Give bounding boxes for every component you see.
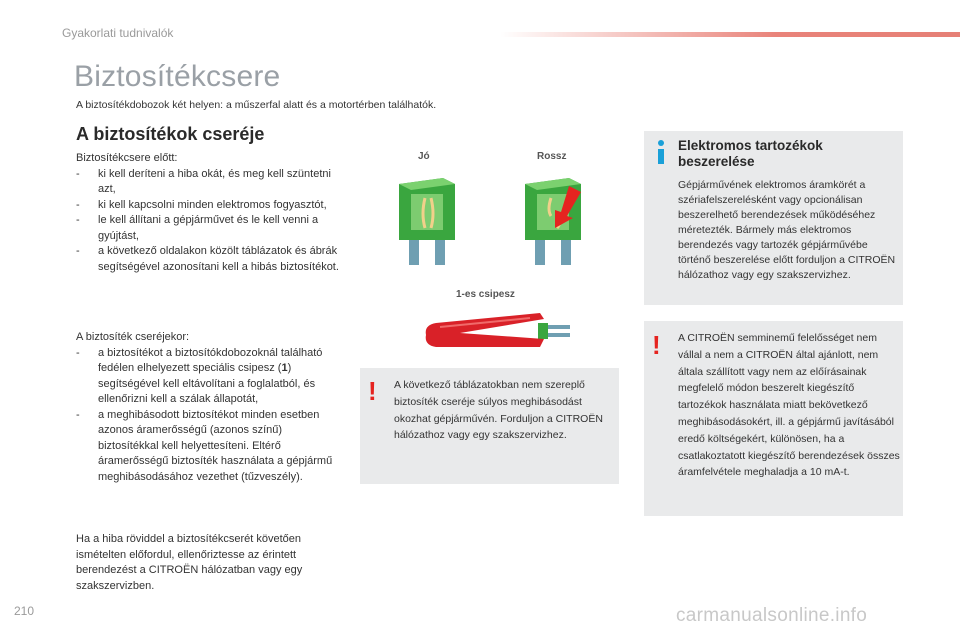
warning-box-center <box>360 368 619 484</box>
label-good: Jó <box>418 151 430 162</box>
fuse-illustration <box>395 170 595 275</box>
before-intro: Biztosítékcsere előtt: <box>76 152 178 164</box>
warning-icon: ! <box>652 330 661 360</box>
watermark: carmanualsonline.info <box>676 605 868 626</box>
info-title: Elektromos tartozékok beszerelése <box>678 138 823 169</box>
list-item: - a következő oldalakon közölt táblázatok és ábrák segítségével azonosítani kell a hibás biztosítékot. <box>76 245 339 273</box>
bad-fuse-icon <box>525 178 581 265</box>
header-accent-bar <box>500 32 960 37</box>
label-bad: Rossz <box>537 151 567 162</box>
info-box <box>644 131 903 305</box>
intro-text: A biztosítékdobozok két helyen: a műszerfal alatt és a motortérben találhatók. <box>76 99 437 111</box>
section-heading: A biztosítékok cseréje <box>76 124 265 144</box>
list-item: - a biztosítékot a biztosítókdobozoknál található fedélen elhelyezett speciális csipesz (1) segítségével kell eltávolítani a foglalatból, és ellenőrizni kell a szálak állapotát, <box>76 346 323 405</box>
warning-text: A következő táblázatokban nem szereplő biztosíték cseréje súlyos meghibásodást okozhat gépjárművén. Forduljon a CITROËN hálózathoz vagy egy szakszervizhez. <box>394 379 603 442</box>
warning-box-right <box>644 321 903 516</box>
info-icon <box>654 139 668 165</box>
list-item: - ki kell kapcsolni minden elektromos fogyasztót, <box>76 198 327 211</box>
warning-icon: ! <box>368 376 377 406</box>
label-tweezers: 1-es csipesz <box>456 289 515 300</box>
list-item: - ki kell deríteni a hiba okát, és meg kell szüntetni azt, <box>76 167 331 195</box>
tweezers-icon <box>420 305 580 353</box>
replace-intro: A biztosíték cseréjekor: <box>76 331 190 343</box>
before-list <box>76 151 342 275</box>
list-item: - a meghibásodott biztosítékot minden esetben azonos áramerősségű (azonos színű) biztosítékkal kell helyettesíteni. Eltérő áramerősségű biztosíték használata a gépjármű meghibásodásához vezethet (tűzveszély). <box>76 408 333 483</box>
list-item: - le kell állítani a gépjárművet és le kell venni a gyújtást, <box>76 214 319 242</box>
closing-text: Ha a hiba röviddel a biztosítékcserét követően ismételten előfordul, ellenőriztesse az érintett berendezést a CITROËN hálózatban vagy egy szakszervizben. <box>76 533 303 592</box>
info-text: Gépjárművének elektromos áramkörét a szériafelszerelésként vagy opcionálisan beszerelhető berendezések működéséhez méretezték. Bármely más elektromos berendezés vagy tartozék gépjárművébe történő beszerelése előtt forduljon a CITROËN hálózathoz vagy egy szakszervizhez. <box>678 179 896 281</box>
replace-list <box>76 330 342 485</box>
page-number: 210 <box>14 604 35 618</box>
warning-text: A CITROËN semminemű felelősséget nem vállal a nem a CITROËN által ajánlott, nem általa szállított vagy nem az előírásainak megfelelő módon beszerelt kiegészítő tartozékok használata miatt bekövetkező meghibásodásokért, ill. a gépjármű javításából eredő költségekért, különösen, ha a csatlakoztatott kiegészítő berendezések összes áramfelvétele meghaladja a 10 mA-t. <box>678 332 900 479</box>
good-fuse-icon <box>399 178 455 265</box>
page-title: Biztosítékcsere <box>74 60 281 93</box>
section-header: Gyakorlati tudnivalók <box>62 26 174 40</box>
